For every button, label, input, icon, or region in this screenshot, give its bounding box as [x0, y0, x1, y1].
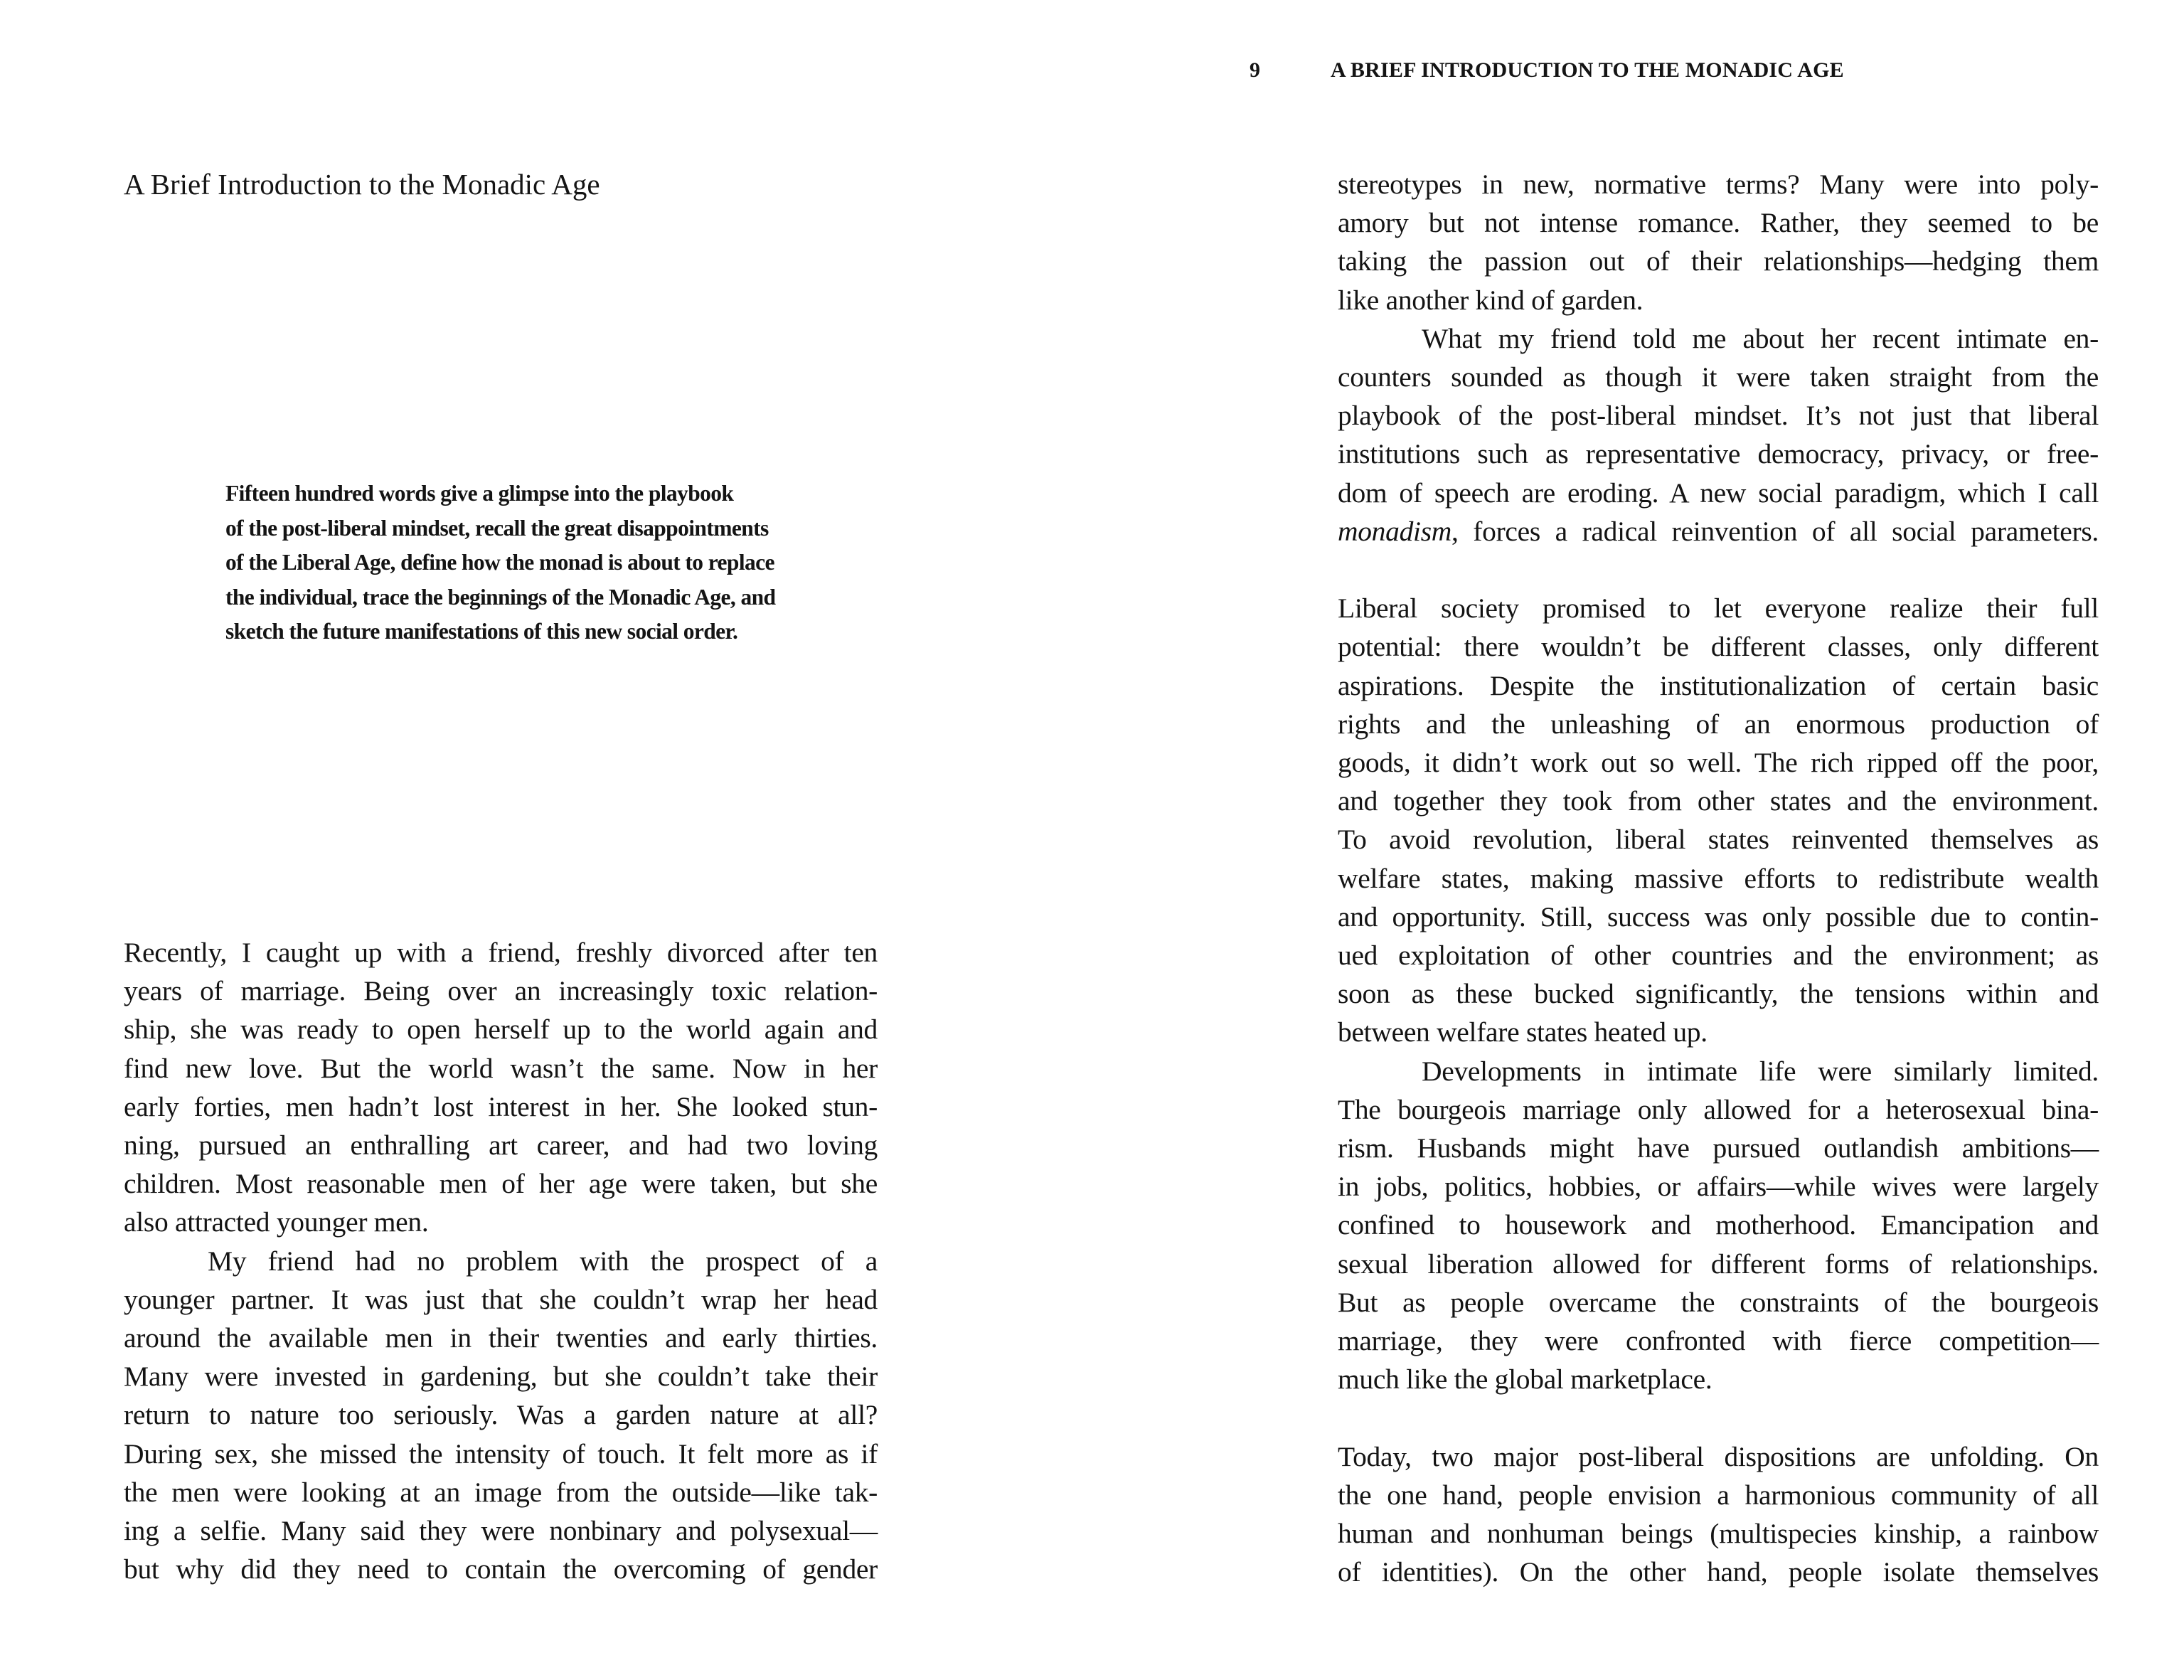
text-line: children. Most reasonable men of her age were taken, but she — [124, 1168, 878, 1200]
text-line — [1338, 512, 2099, 551]
page-number: 9 — [1250, 58, 1261, 82]
paragraph-my-friend — [124, 1242, 878, 1589]
text-line: in jobs, politics, hobbies, or affairs—while wives were largely — [1338, 1171, 2099, 1203]
right-page — [1092, 0, 2184, 1680]
text-line: ing a selfie. Many said they were nonbinary and polysexual— — [124, 1515, 878, 1547]
text-line: ning, pursued an enthralling art career, and had two loving — [124, 1129, 878, 1161]
text-line: During sex, she missed the intensity of touch. It felt more as if — [124, 1437, 878, 1469]
text-line: return to nature too seriously. Was a garden nature at all? — [124, 1399, 878, 1431]
text-line: find new love. But the world wasn’t the same. Now in her — [124, 1052, 878, 1084]
text-line: stereotypes in new, normative terms? Many were into poly- — [1338, 169, 2099, 200]
text-line: To avoid revolution, liberal states reinvented themselves as — [1338, 824, 2099, 856]
paragraph-developments — [1338, 1052, 2099, 1399]
text-line: Recently, I caught up with a friend, freshly divorced after ten — [124, 937, 878, 968]
text-line: But as people overcame the constraints of the bourgeois — [1338, 1286, 2099, 1318]
text-line: aspirations. Despite the institutionalization of certain basic — [1338, 669, 2099, 701]
text-line: counters sounded as though it were taken straight from the — [1338, 361, 2099, 393]
text-line: rism. Husbands might have pursued outlandish ambitions— — [1338, 1132, 2099, 1164]
text-line: and together they took from other states and the environment. — [1338, 785, 2099, 817]
text-line: human and nonhuman beings (multispecies kinship, a rainbow — [1338, 1518, 2099, 1550]
text-line: ship, she was ready to open herself up to the world again and — [124, 1014, 878, 1046]
chapter-abstract — [225, 477, 908, 649]
abstract-line: sketch the future manifestations of this new social order. — [225, 619, 738, 644]
abstract-line: of the Liberal Age, define how the monad is about to replace — [225, 550, 774, 575]
left-body-text — [124, 933, 878, 1588]
section-break — [1338, 551, 2099, 589]
paragraph-recently — [124, 933, 878, 1242]
text-line: much like the global marketplace. — [1338, 1363, 1712, 1395]
text-line: and opportunity. Still, success was only possible due to contin- — [1338, 900, 2099, 932]
text-line: Liberal society promised to let everyone realize their full — [1338, 592, 2099, 624]
text-line: sexual liberation allowed for different forms of relationships. — [1338, 1248, 2099, 1280]
text-line: institutions such as representative democracy, privacy, or free- — [1338, 438, 2099, 470]
paragraph-what-my-friend — [1338, 319, 2099, 551]
text-line: marriage, they were confronted with fierce competition— — [1338, 1325, 2099, 1357]
text-line: ued exploitation of other countries and the environment; as — [1338, 940, 2099, 972]
paragraph-liberal-society — [1338, 589, 2099, 1051]
text-line: potential: there wouldn’t be different classes, only different — [1338, 631, 2099, 663]
text-line: soon as these bucked significantly, the tensions within and — [1338, 978, 2099, 1010]
text-line: Developments in intimate life were similarly limited. — [1422, 1055, 2099, 1087]
text-line: Many were invested in gardening, but she couldn’t take their — [124, 1361, 878, 1393]
abstract-line: Fifteen hundred words give a glimpse into the playbook — [225, 481, 734, 506]
text-line: confined to housework and motherhood. Emancipation and — [1338, 1209, 2099, 1241]
text-line: between welfare states heated up. — [1338, 1016, 1708, 1048]
text-line: the men were looking at an image from the outside—like tak- — [124, 1476, 878, 1508]
text-line: amory but not intense romance. Rather, they seemed to be — [1338, 207, 2099, 239]
text-line: taking the passion out of their relationships—hedging them — [1338, 245, 2099, 277]
chapter-title: A Brief Introduction to the Monadic Age — [124, 168, 600, 201]
text-line: welfare states, making massive efforts to redistribute wealth — [1338, 862, 2099, 894]
text-line: years of marriage. Being over an increasingly toxic relation- — [124, 975, 878, 1007]
text-line: but why did they need to contain the overcoming of gender — [124, 1553, 878, 1585]
paragraph-continuation — [1338, 165, 2099, 319]
abstract-line: the individual, trace the beginnings of the Monadic Age, and — [225, 584, 776, 610]
text-line: like another kind of garden. — [1338, 284, 1644, 316]
paragraph-today — [1338, 1437, 2099, 1592]
text-line: early forties, men hadn’t lost interest in her. She looked stun- — [124, 1090, 878, 1122]
right-body-text — [1338, 165, 2099, 1591]
text-line: My friend had no problem with the prospect of a — [208, 1245, 878, 1277]
text-line: around the available men in their twenties and early thirties. — [124, 1322, 878, 1354]
text-line: rights and the unleashing of an enormous production of — [1338, 708, 2099, 740]
running-header-title: A BRIEF INTRODUCTION TO THE MONADIC AGE — [1331, 58, 1844, 82]
text-line: What my friend told me about her recent intimate en- — [1422, 322, 2099, 354]
text-line: The bourgeois marriage only allowed for a heterosexual bina- — [1338, 1093, 2099, 1125]
italic-term: monadism — [1338, 515, 1451, 547]
text-line: the one hand, people envision a harmonious community of all — [1338, 1479, 2099, 1511]
text-line: goods, it didn’t work out so well. The rich ripped off the poor, — [1338, 747, 2099, 779]
abstract-line: of the post-liberal mindset, recall the great disappointments — [225, 515, 769, 541]
section-break — [1338, 1398, 2099, 1437]
text-line: Today, two major post-liberal dispositions are unfolding. On — [1338, 1440, 2099, 1472]
text-line: also attracted younger men. — [124, 1206, 429, 1238]
text-fragment: , forces a radical reinvention of all social parameters. — [1451, 515, 2099, 547]
text-line: playbook of the post-liberal mindset. It’s not just that liberal — [1338, 400, 2099, 432]
text-line: of identities). On the other hand, people isolate themselves — [1338, 1556, 2099, 1588]
text-line: younger partner. It was just that she couldn’t wrap her head — [124, 1283, 878, 1315]
text-line: dom of speech are eroding. A new social paradigm, which I call — [1338, 477, 2099, 509]
